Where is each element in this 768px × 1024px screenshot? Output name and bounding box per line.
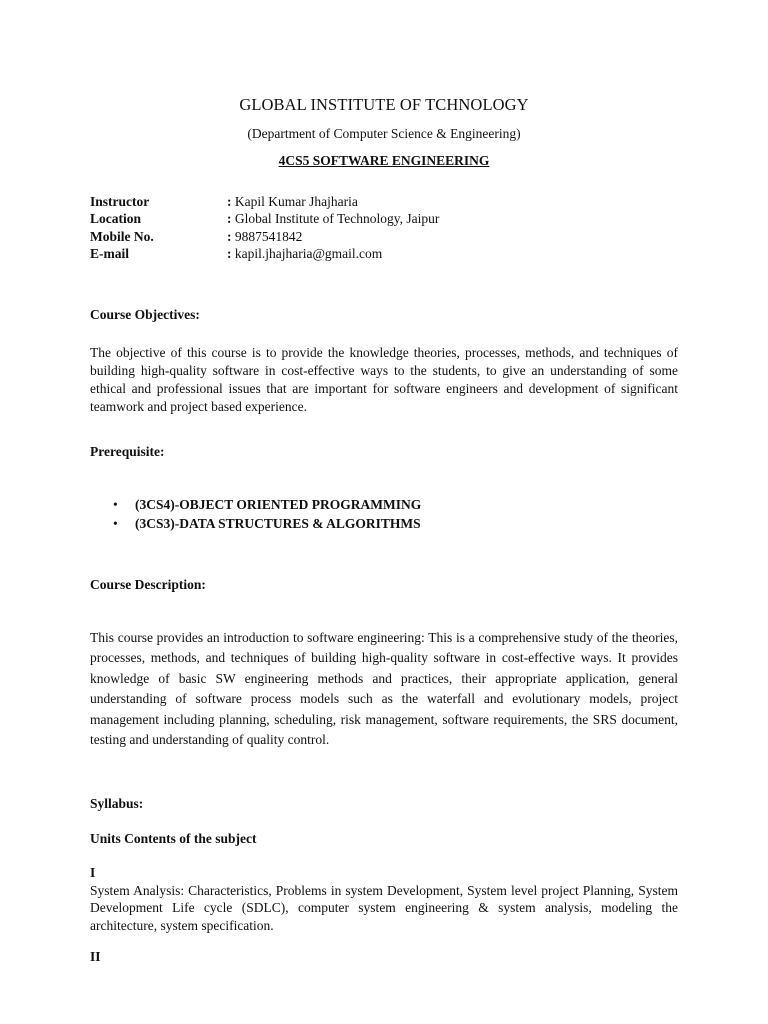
prerequisite-item: (3CS3)-DATA STRUCTURES & ALGORITHMS [135,515,421,531]
info-label: E-mail [90,245,129,261]
info-value [227,193,358,210]
info-text: Global Institute of Technology, Jaipur [231,211,440,227]
objectives-paragraph: The objective of this course is to provide the knowledge theories, processes, methods, and techniques of building high-quality software in cost-effective ways to the students, to give an understanding of some ethical and professional issues that are important for software engineers and development of significant teamwork and project based experience. [90,345,678,414]
bullet-icon: • [113,497,118,512]
info-colon: : [227,228,232,244]
unit-contents: System Analysis: Characteristics, Problems in system Development, System level project Planning, System Development Life cycle (SDLC), computer system engineering & system analysis, modeling the architecture, system specification. [90,883,678,933]
info-colon: : [227,245,232,261]
info-colon: : [227,194,232,209]
bullet-icon: • [113,515,118,531]
info-text: Kapil Kumar Jhajharia [231,194,358,209]
info-row-location [90,210,439,227]
info-label: Instructor [90,194,150,209]
units-heading: Units Contents of the subject [90,831,257,846]
prerequisite-heading: Prerequisite: [90,444,165,459]
prerequisite-item: (3CS4)-OBJECT ORIENTED PROGRAMMING [135,497,422,512]
info-row-mobile [90,228,439,245]
info-row-instructor [90,193,439,210]
info-value [227,228,302,245]
instructor-info [90,193,439,262]
info-label: Location [90,211,142,227]
info-value [227,245,382,262]
institute-title: GLOBAL INSTITUTE OF TCHNOLOGY [239,95,529,114]
description-paragraph: This course provides an introduction to software engineering: This is a comprehensive study of the theories, processes, methods, and techniques of building high-quality software in cost-effective ways. It provides knowledge of basic SW engineering methods and practices, their appropriate application, general understanding of software process models such as the waterfall and evolutionary models, project management including planning, scheduling, risk management, software requirements, the SRS document, testing and understanding of quality control. [90,630,678,748]
syllabus-heading: Syllabus: [90,796,144,811]
info-text: kapil.jhajharia@gmail.com [231,245,383,261]
info-value [227,210,439,227]
info-row-email [90,245,439,262]
department-subtitle: (Department of Computer Science & Engineering) [247,126,521,141]
course-title: 4CS5 SOFTWARE ENGINEERING [278,153,490,168]
info-text: 9887541842 [231,228,303,244]
info-colon: : [227,211,232,227]
list-item [90,515,678,534]
unit-number: I [90,865,96,880]
info-label: Mobile No. [90,228,154,244]
prerequisite-list [90,496,678,533]
description-heading: Course Description: [90,577,206,592]
list-item [90,496,678,515]
objectives-heading: Course Objectives: [90,307,200,322]
unit-number: II [90,949,101,964]
